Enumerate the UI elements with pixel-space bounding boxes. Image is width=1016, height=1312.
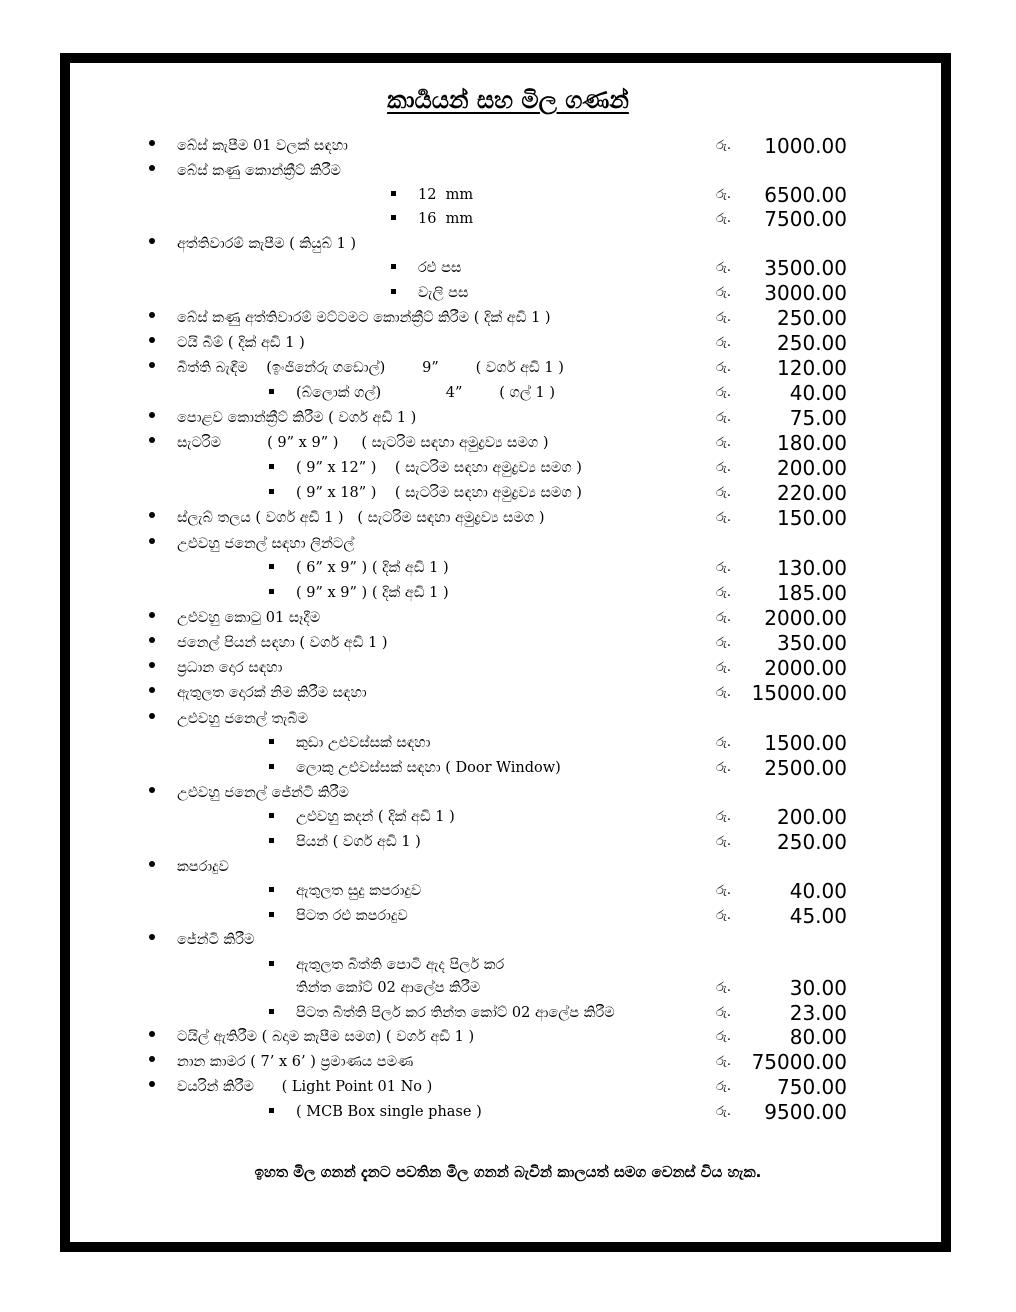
list-item bbox=[0, 358, 1016, 382]
currency-label: රු. bbox=[716, 1104, 732, 1119]
bullet-icon bbox=[149, 662, 155, 668]
square-bullet-icon bbox=[391, 215, 396, 220]
item-amount: 150.00 bbox=[777, 506, 847, 530]
square-bullet-icon bbox=[269, 764, 274, 769]
currency-label: රු. bbox=[716, 1054, 732, 1069]
list-item bbox=[0, 906, 1016, 930]
bullet-icon bbox=[149, 140, 155, 146]
item-label: බිත්ති බැඳීම (ඉංජිනේරු ගඩොල්) 9” ( වර්ග අඩි 1 ) bbox=[177, 360, 564, 376]
item-label: ( 9” x 18” ) ( සැටරිම සඳහා අමුද්‍රව්‍ය සමග ) bbox=[296, 485, 582, 501]
bullet-icon bbox=[149, 1031, 155, 1037]
list-item bbox=[0, 955, 1016, 979]
item-label: ස්ලැබ් තලය ( වර්ග අඩි 1 ) ( සැටරිම සඳහා අමුද්‍රව්‍ය සමග ) bbox=[177, 510, 545, 526]
item-amount: 3500.00 bbox=[764, 256, 847, 280]
item-label: 16 mm bbox=[418, 211, 474, 227]
list-item bbox=[0, 709, 1016, 733]
item-label: බේස් කණු අත්තිවාරම් මට්ටමට කොන්ක්‍රීට් කිරීම ( දික් අඩි 1 ) bbox=[177, 310, 551, 326]
page-title: කාර්‍යයන් සහ මිල ගණන් bbox=[387, 86, 629, 114]
list-item bbox=[0, 258, 1016, 282]
list-item bbox=[0, 433, 1016, 457]
list-item bbox=[0, 1052, 1016, 1076]
item-label: ඇතුලත බිත්ති පොටි ඇද පිලර් කර bbox=[296, 957, 505, 973]
item-amount: 9500.00 bbox=[764, 1100, 847, 1124]
item-amount: 250.00 bbox=[777, 830, 847, 854]
currency-label: රු. bbox=[716, 1079, 732, 1094]
item-label: ( 9” x 12” ) ( සැටරිම සඳහා අමුද්‍රව්‍ය සමග ) bbox=[296, 460, 582, 476]
list-item bbox=[0, 136, 1016, 160]
bullet-icon bbox=[149, 437, 155, 443]
item-amount: 200.00 bbox=[777, 805, 847, 829]
list-item bbox=[0, 1102, 1016, 1126]
square-bullet-icon bbox=[269, 489, 274, 494]
currency-label: රු. bbox=[716, 760, 732, 775]
list-item bbox=[0, 333, 1016, 357]
item-label: සැටරිම ( 9” x 9” ) ( සැටරිම සඳහා අමුද්‍රව්‍ය සමග ) bbox=[177, 435, 549, 451]
item-amount: 750.00 bbox=[777, 1075, 847, 1099]
list-item bbox=[0, 185, 1016, 209]
item-amount: 130.00 bbox=[777, 556, 847, 580]
item-label: පොළව කොන්ක්‍රීට් කිරීම ( වර්ග අඩි 1 ) bbox=[177, 410, 417, 426]
list-item bbox=[0, 978, 1016, 1002]
item-label: උළුවහු ජනෙල් සඳහා ලින්ටල් bbox=[177, 536, 355, 552]
square-bullet-icon bbox=[269, 1009, 274, 1014]
item-label: ( MCB Box single phase ) bbox=[296, 1104, 482, 1120]
currency-label: රු. bbox=[716, 138, 732, 153]
bullet-icon bbox=[149, 612, 155, 618]
bullet-icon bbox=[149, 362, 155, 368]
item-amount: 220.00 bbox=[777, 481, 847, 505]
list-item bbox=[0, 881, 1016, 905]
item-amount: 250.00 bbox=[777, 306, 847, 330]
item-amount: 200.00 bbox=[777, 456, 847, 480]
currency-label: රු. bbox=[716, 335, 732, 350]
footer-note: ඉහත මිල ගනන් දැනට පවතින මිල ගනන් බැවින් කාලයත් සමග වෙනස් විය හැක. bbox=[254, 1163, 762, 1181]
list-item bbox=[0, 383, 1016, 407]
item-label: රළු පස bbox=[418, 260, 462, 276]
list-item bbox=[0, 658, 1016, 682]
square-bullet-icon bbox=[269, 1108, 274, 1113]
currency-label: රු. bbox=[716, 834, 732, 849]
bullet-icon bbox=[149, 934, 155, 940]
currency-label: රු. bbox=[716, 1005, 732, 1020]
list-item bbox=[0, 930, 1016, 954]
currency-label: රු. bbox=[716, 610, 732, 625]
item-label: ඇතුලත සුදු කපරාදුව bbox=[296, 883, 422, 899]
list-item bbox=[0, 733, 1016, 757]
bullet-icon bbox=[149, 312, 155, 318]
currency-label: රු. bbox=[716, 980, 732, 995]
list-item bbox=[0, 558, 1016, 582]
currency-label: රු. bbox=[716, 560, 732, 575]
item-amount: 2000.00 bbox=[764, 656, 847, 680]
list-item bbox=[0, 483, 1016, 507]
bullet-icon bbox=[149, 787, 155, 793]
bullet-icon bbox=[149, 538, 155, 544]
currency-label: රු. bbox=[716, 187, 732, 202]
currency-label: රු. bbox=[716, 285, 732, 300]
item-amount: 2500.00 bbox=[764, 756, 847, 780]
square-bullet-icon bbox=[269, 739, 274, 744]
item-amount: 350.00 bbox=[777, 631, 847, 655]
currency-label: රු. bbox=[716, 635, 732, 650]
item-label: (බ්ලොක් ගල්) 4” ( ගල් 1 ) bbox=[296, 385, 556, 401]
square-bullet-icon bbox=[269, 464, 274, 469]
item-label: නාන කාමර ( 7’ x 6’ ) ප්‍රමාණය පමණ bbox=[177, 1054, 414, 1070]
item-amount: 23.00 bbox=[789, 1001, 847, 1025]
item-label: ජනෙල් පියන් සඳහා ( වර්ග අඩි 1 ) bbox=[177, 635, 388, 651]
currency-label: රු. bbox=[716, 485, 732, 500]
bullet-icon bbox=[149, 337, 155, 343]
currency-label: රු. bbox=[716, 585, 732, 600]
item-label: ප්‍රධාන දොර සඳහා bbox=[177, 660, 283, 676]
list-item bbox=[0, 633, 1016, 657]
bullet-icon bbox=[149, 1081, 155, 1087]
item-amount: 185.00 bbox=[777, 581, 847, 605]
list-item bbox=[0, 209, 1016, 233]
item-label: තින්ත කෝට් 02 ආලේප කිරීම bbox=[296, 980, 481, 996]
currency-label: රු. bbox=[716, 435, 732, 450]
item-amount: 1000.00 bbox=[764, 134, 847, 158]
currency-label: රු. bbox=[716, 735, 732, 750]
currency-label: රු. bbox=[716, 310, 732, 325]
item-label: ( 9” x 9” ) ( දික් අඩි 1 ) bbox=[296, 585, 449, 601]
currency-label: රු. bbox=[716, 908, 732, 923]
list-item bbox=[0, 758, 1016, 782]
currency-label: රු. bbox=[716, 883, 732, 898]
square-bullet-icon bbox=[269, 589, 274, 594]
item-label: වැලි පස bbox=[418, 285, 469, 301]
currency-label: රු. bbox=[716, 809, 732, 824]
currency-label: රු. bbox=[716, 660, 732, 675]
list-item bbox=[0, 408, 1016, 432]
item-amount: 75.00 bbox=[789, 406, 847, 430]
item-label: 12 mm bbox=[418, 187, 474, 203]
item-label: ටයි බීම් ( දික් අඩි 1 ) bbox=[177, 335, 305, 351]
currency-label: රු. bbox=[716, 1029, 732, 1044]
bullet-icon bbox=[149, 238, 155, 244]
list-item bbox=[0, 161, 1016, 185]
item-label: කුඩා උළුවස්සක් සඳහා bbox=[296, 735, 431, 751]
list-item bbox=[0, 283, 1016, 307]
item-label: ( 6” x 9” ) ( දික් අඩි 1 ) bbox=[296, 560, 449, 576]
list-item bbox=[0, 534, 1016, 558]
list-item bbox=[0, 857, 1016, 881]
item-amount: 180.00 bbox=[777, 431, 847, 455]
item-amount: 30.00 bbox=[789, 976, 847, 1000]
currency-label: රු. bbox=[716, 211, 732, 226]
item-label: බේස් කණු කොන්ක්‍රීට් කිරීම bbox=[177, 163, 341, 179]
square-bullet-icon bbox=[269, 912, 274, 917]
item-label: පියන් ( වර්ග අඩි 1 ) bbox=[296, 834, 421, 850]
item-label: ලොකු උළුවස්සක් සඳහා ( Door Window) bbox=[296, 760, 561, 776]
bullet-icon bbox=[149, 637, 155, 643]
currency-label: රු. bbox=[716, 260, 732, 275]
currency-label: රු. bbox=[716, 385, 732, 400]
item-label: ඇතුලත දොරක් නිම කිරීම සඳහා bbox=[177, 685, 367, 701]
bullet-icon bbox=[149, 687, 155, 693]
square-bullet-icon bbox=[269, 389, 274, 394]
item-label: උළුවහු කදන් ( දික් අඩි 1 ) bbox=[296, 809, 455, 825]
currency-label: රු. bbox=[716, 360, 732, 375]
item-label: බේස් කැපීම 01 වලක් සඳහා bbox=[177, 138, 348, 154]
square-bullet-icon bbox=[269, 813, 274, 818]
list-item bbox=[0, 308, 1016, 332]
item-label: කපරාදුව bbox=[177, 859, 229, 875]
bullet-icon bbox=[149, 165, 155, 171]
list-item bbox=[0, 608, 1016, 632]
list-item bbox=[0, 683, 1016, 707]
list-item bbox=[0, 1077, 1016, 1101]
square-bullet-icon bbox=[269, 838, 274, 843]
item-amount: 2000.00 bbox=[764, 606, 847, 630]
list-item bbox=[0, 458, 1016, 482]
square-bullet-icon bbox=[391, 289, 396, 294]
item-label: අත්තිවාරම් කැපීම ( කියුබ් 1 ) bbox=[177, 236, 357, 252]
item-amount: 40.00 bbox=[789, 381, 847, 405]
item-amount: 3000.00 bbox=[764, 281, 847, 305]
square-bullet-icon bbox=[391, 191, 396, 196]
list-item bbox=[0, 807, 1016, 831]
currency-label: රු. bbox=[716, 410, 732, 425]
item-label: පිටත රළු කපරාදුව bbox=[296, 908, 408, 924]
list-item bbox=[0, 1003, 1016, 1027]
bullet-icon bbox=[149, 512, 155, 518]
square-bullet-icon bbox=[269, 564, 274, 569]
list-item bbox=[0, 783, 1016, 807]
bullet-icon bbox=[149, 412, 155, 418]
item-label: උළුවහු ජනෙල් තැබීම bbox=[177, 711, 309, 727]
list-item bbox=[0, 234, 1016, 258]
item-amount: 6500.00 bbox=[764, 183, 847, 207]
list-item bbox=[0, 832, 1016, 856]
currency-label: රු. bbox=[716, 685, 732, 700]
currency-label: රු. bbox=[716, 460, 732, 475]
item-amount: 40.00 bbox=[789, 879, 847, 903]
item-label: වයරින් කිරීම ( Light Point 01 No ) bbox=[177, 1079, 433, 1095]
square-bullet-icon bbox=[269, 887, 274, 892]
bullet-icon bbox=[149, 713, 155, 719]
item-amount: 15000.00 bbox=[751, 681, 847, 705]
item-amount: 1500.00 bbox=[764, 731, 847, 755]
item-amount: 45.00 bbox=[789, 904, 847, 928]
list-item bbox=[0, 508, 1016, 532]
item-amount: 120.00 bbox=[777, 356, 847, 380]
list-item bbox=[0, 1027, 1016, 1051]
list-item bbox=[0, 583, 1016, 607]
item-amount: 7500.00 bbox=[764, 207, 847, 231]
item-label: උළුවහු ජනෙල් ජේන්ටි කිරීම bbox=[177, 785, 349, 801]
bullet-icon bbox=[149, 1056, 155, 1062]
square-bullet-icon bbox=[269, 961, 274, 966]
item-label: උළුවහු කොටු 01 සෑදීම bbox=[177, 610, 321, 626]
currency-label: රු. bbox=[716, 510, 732, 525]
item-label: ටයිල් ඇතිරීම ( බදාම කැපීම සමග) ( වර්ග අඩි 1 ) bbox=[177, 1029, 475, 1045]
item-label: පිටත බිත්ති පිලර් කර තින්ත කෝට් 02 ආලේප කිරීම bbox=[296, 1005, 615, 1021]
item-amount: 250.00 bbox=[777, 331, 847, 355]
square-bullet-icon bbox=[391, 264, 396, 269]
bullet-icon bbox=[149, 861, 155, 867]
item-label: ජේන්ටි කිරීම bbox=[177, 932, 255, 948]
item-amount: 80.00 bbox=[789, 1025, 847, 1049]
item-amount: 75000.00 bbox=[751, 1050, 847, 1074]
